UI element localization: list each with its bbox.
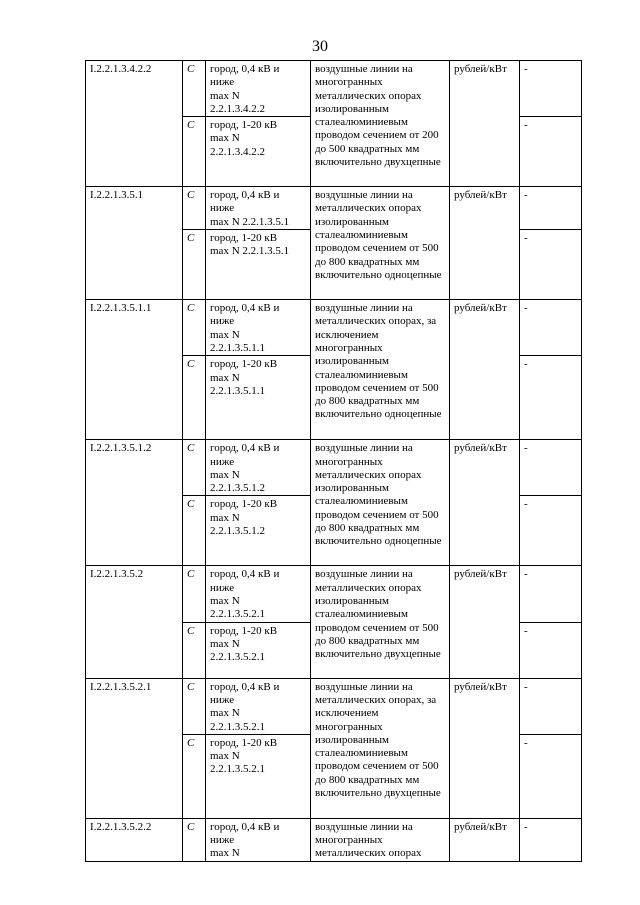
value-cell: - <box>520 61 582 117</box>
value-cell: - <box>520 356 582 440</box>
description-cell: воздушные линии на многогранных металлических опорах <box>311 818 450 861</box>
voltage-text: город, 0,4 кВ и ниже max N <box>210 820 280 860</box>
unit-cell: рублей/кВт <box>450 61 520 187</box>
unit-cell: рублей/кВт <box>450 566 520 678</box>
description-cell: воздушные линии на металлических опорах изолированным сталеалюминиевым проводом сечением от 500 до 800 квадратных мм включительно двухцепные <box>311 566 450 678</box>
voltage-cell <box>206 440 311 496</box>
voltage-cell <box>206 566 311 622</box>
value-cell: - <box>520 440 582 496</box>
table-row <box>86 187 582 230</box>
voltage-cell <box>206 818 311 861</box>
voltage-text: город, 0,4 кВ и ниже max N 2.2.1.3.4.2.2 <box>210 63 280 115</box>
value-cell: - <box>520 187 582 230</box>
item-code: I.2.2.1.3.5.1.1 <box>86 300 183 440</box>
table-row <box>86 440 582 496</box>
table-row <box>86 818 582 861</box>
table-row <box>86 61 582 117</box>
unit-cell: рублей/кВт <box>450 187 520 300</box>
category-cell: C <box>183 356 206 440</box>
category-cell: C <box>183 61 206 117</box>
page-number: 30 <box>312 38 328 55</box>
voltage-text: город, 0,4 кВ и ниже max N 2.2.1.3.5.2.1 <box>210 680 280 733</box>
value-cell: - <box>520 496 582 566</box>
value-cell: - <box>520 734 582 818</box>
voltage-text: город, 0,4 кВ и ниже max N 2.2.1.3.5.1.2 <box>210 442 280 495</box>
item-code: I.2.2.1.3.5.2.2 <box>86 818 183 861</box>
item-code: I.2.2.1.3.5.2.1 <box>86 678 183 818</box>
unit-cell: рублей/кВт <box>450 818 520 861</box>
voltage-cell <box>206 230 311 300</box>
category-cell: C <box>183 230 206 300</box>
value-cell: - <box>520 300 582 356</box>
table-row <box>86 678 582 734</box>
voltage-cell <box>206 496 311 566</box>
unit-cell: рублей/кВт <box>450 678 520 818</box>
category-cell: C <box>183 117 206 187</box>
voltage-text: город, 1-20 кВ max N 2.2.1.3.4.2.2 <box>210 119 278 158</box>
description-cell: воздушные линии на многогранных металлических опорах изолированным сталеалюминиевым проводом сечением от 500 до 800 квадратных мм включительно одноцепные <box>311 440 450 566</box>
category-cell: C <box>183 678 206 734</box>
voltage-cell <box>206 117 311 187</box>
voltage-cell <box>206 356 311 440</box>
category-cell: C <box>183 818 206 861</box>
value-cell: - <box>520 566 582 622</box>
description-cell: воздушные линии на многогранных металлических опорах изолированным сталеалюминиевым проводом сечением от 200 до 500 квадратных мм включительно двухцепные <box>311 61 450 187</box>
item-code: I.2.2.1.3.4.2.2 <box>86 61 183 187</box>
voltage-text: город, 0,4 кВ и ниже max N 2.2.1.3.5.1.1 <box>210 302 280 354</box>
category-cell: C <box>183 734 206 818</box>
category-cell: C <box>183 496 206 566</box>
description-cell: воздушные линии на металлических опорах, за исключением многогранных изолированным сталеалюминиевым проводом сечением от 500 до 800 квадратных мм включительно двухцепные <box>311 678 450 818</box>
voltage-text: город, 1-20 кВ max N 2.2.1.3.5.1.1 <box>210 358 278 397</box>
category-cell: C <box>183 187 206 230</box>
value-cell: - <box>520 230 582 300</box>
table-row <box>86 300 582 356</box>
category-cell: C <box>183 622 206 678</box>
voltage-text: город, 1-20 кВ max N 2.2.1.3.5.2.1 <box>210 624 278 664</box>
voltage-text: город, 1-20 кВ max N 2.2.1.3.5.1 <box>210 232 290 258</box>
category-cell: C <box>183 300 206 356</box>
voltage-text: город, 0,4 кВ и ниже max N 2.2.1.3.5.2.1 <box>210 568 280 621</box>
value-cell: - <box>520 622 582 678</box>
table-row <box>86 566 582 622</box>
tariff-table <box>85 60 582 862</box>
item-code: I.2.2.1.3.5.1 <box>86 187 183 300</box>
voltage-cell <box>206 61 311 117</box>
value-cell: - <box>520 117 582 187</box>
voltage-cell <box>206 734 311 818</box>
value-cell: - <box>520 818 582 861</box>
description-cell: воздушные линии на металлических опорах, за исключением многогранных изолированным сталеалюминиевым проводом сечением от 500 до 800 квадратных мм включительно одноцепные <box>311 300 450 440</box>
value-cell: - <box>520 678 582 734</box>
voltage-cell <box>206 187 311 230</box>
category-cell: C <box>183 440 206 496</box>
unit-cell: рублей/кВт <box>450 440 520 566</box>
item-code: I.2.2.1.3.5.2 <box>86 566 183 678</box>
voltage-cell <box>206 678 311 734</box>
voltage-text: город, 0,4 кВ и ниже max N 2.2.1.3.5.1 <box>210 189 290 228</box>
category-cell: C <box>183 566 206 622</box>
voltage-cell <box>206 300 311 356</box>
voltage-text: город, 1-20 кВ max N 2.2.1.3.5.1.2 <box>210 498 278 538</box>
voltage-cell <box>206 622 311 678</box>
unit-cell: рублей/кВт <box>450 300 520 440</box>
item-code: I.2.2.1.3.5.1.2 <box>86 440 183 566</box>
voltage-text: город, 1-20 кВ max N 2.2.1.3.5.2.1 <box>210 736 278 776</box>
description-cell: воздушные линии на металлических опорах изолированным сталеалюминиевым проводом сечением от 500 до 800 квадратных мм включительно одноцепные <box>311 187 450 300</box>
